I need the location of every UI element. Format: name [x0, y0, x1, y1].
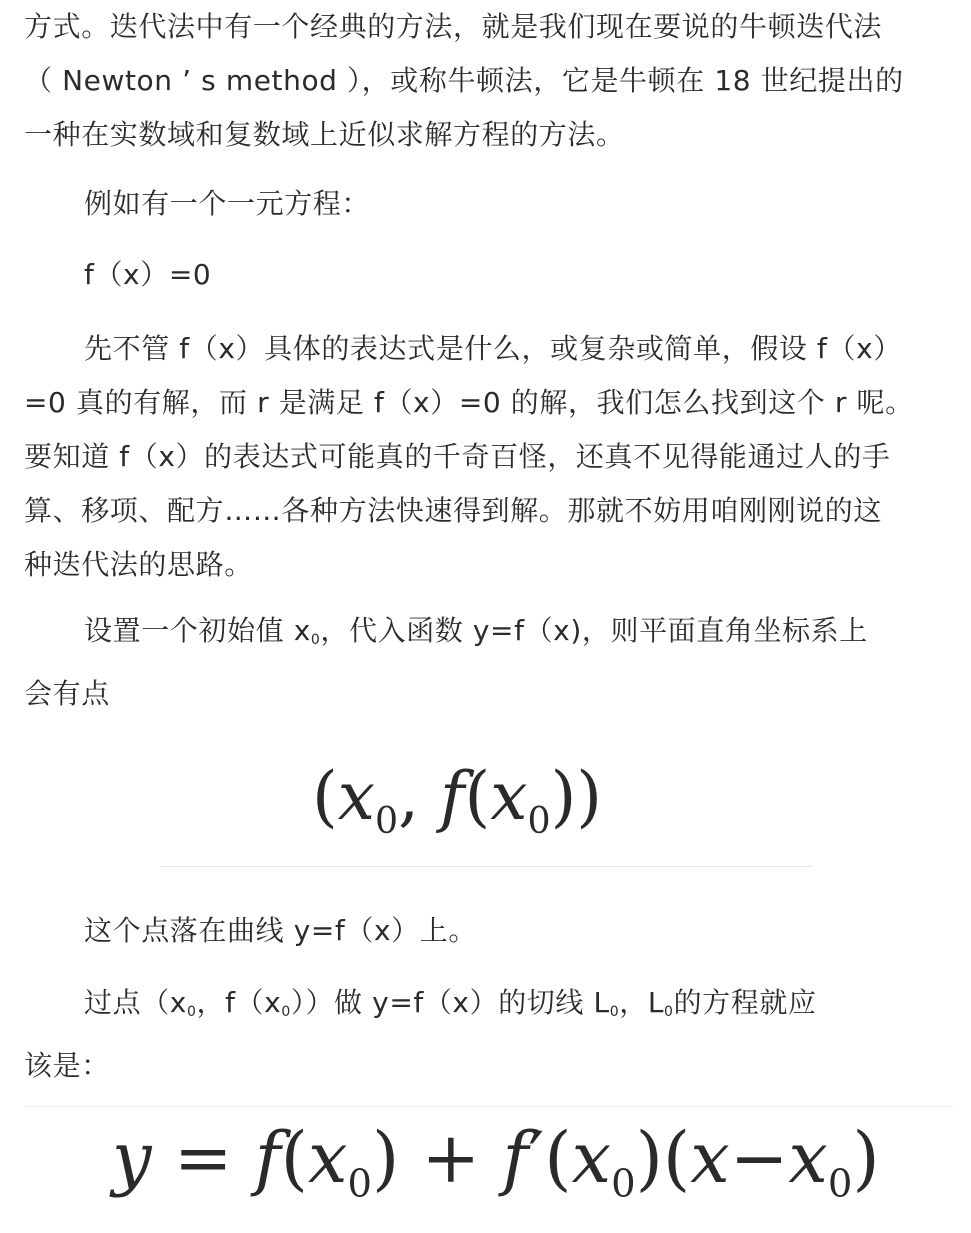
text-line: 方式。迭代法中有一个经典的方法，就是我们现在要说的牛顿迭代法 — [24, 10, 883, 43]
text-line: 该是： — [24, 1049, 110, 1082]
formula-point-x0-fx0: ($x_0$, $f(x_0)$) — [312, 758, 603, 842]
paragraph-fx-equals-zero — [24, 248, 954, 302]
text-line: 会有点 — [24, 677, 110, 710]
paragraph-point-on-curve — [24, 904, 954, 958]
paragraph-tangent-line — [24, 976, 954, 1093]
text-line: 要知道 f（x）的表达式可能真的千奇百怪，还真不见得能通过人的手 — [24, 440, 891, 473]
text-line: 种迭代法的思路。 — [24, 548, 253, 581]
formula-divider — [160, 866, 812, 867]
formula-top-divider — [24, 1106, 954, 1107]
paragraph-root-finding — [24, 322, 954, 592]
text-line: 一种在实数域和复数域上近似求解方程的方法。 — [24, 118, 625, 151]
text-line: 先不管 f（x）具体的表达式是什么，或复杂或简单，假设 f（x） — [84, 332, 902, 365]
text-line: （ Newton ’ s method ），或称牛顿法，它是牛顿在 18 世纪提出的 — [24, 64, 904, 97]
text-line: 算、移项、配方……各种方法快速得到解。那就不妨用咱刚刚说的这 — [24, 494, 883, 527]
paragraph-initial-value — [24, 604, 954, 721]
text-line: 设置一个初始值 $x_0$，代入函数 y=f（x)，则平面直角坐标系上 — [84, 614, 868, 648]
text-line: 这个点落在曲线 y=f（x）上。 — [84, 914, 477, 947]
text-line: 过点（$x_0$，$f(x_0)$）做 y=f（x）的切线 $L_0$，$L_0$的方程就应 — [84, 986, 817, 1020]
equation-text: f（x）=0 — [84, 258, 212, 291]
text-line: 例如有一个一元方程： — [84, 187, 371, 220]
paragraph-example-equation — [24, 177, 954, 231]
formula-tangent-equation: $y = f(x_0) + f'(x_0)(x-x_0)$ — [112, 1117, 880, 1207]
subscript: 0 — [310, 632, 321, 648]
paragraph-newton-intro — [24, 0, 954, 162]
text-line: =0 真的有解，而 r 是满足 f（x）=0 的解，我们怎么找到这个 r 呢。 — [24, 386, 914, 419]
